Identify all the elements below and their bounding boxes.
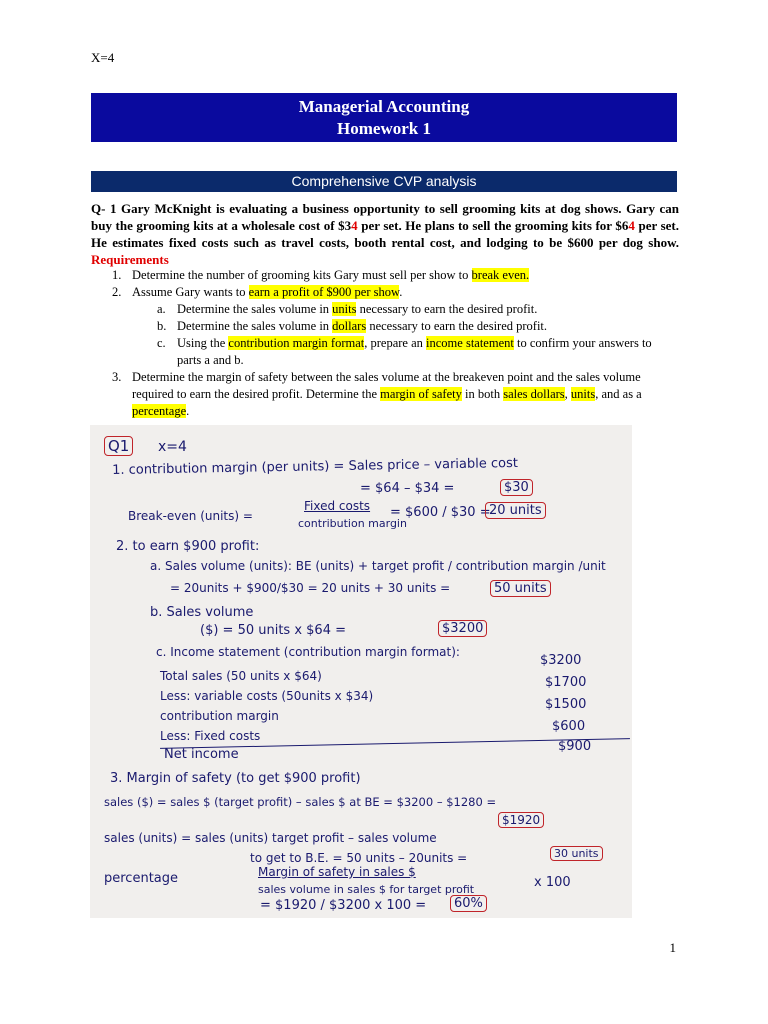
list-letter: c. <box>157 336 166 350</box>
list-item <box>112 369 677 420</box>
item-text: Determine the margin of safety between the sales volume at the breakeven point and the sales volume required to earn the desired profit. Determine the <box>132 370 641 401</box>
hw-x4: x=4 <box>158 439 187 455</box>
highlight: sales dollars <box>503 387 565 401</box>
list-item <box>112 301 677 318</box>
question-part: Q- 1 Gary McKnight is evaluating a business opportunity to sell grooming kits at dog shows. Gary can buy the grooming kits at a wholesale cost of $3 <box>91 201 679 233</box>
hw-answer-box: 20 units <box>485 502 546 519</box>
hw-line: sales volume in sales $ for target profit <box>258 883 475 896</box>
hw-row-label: contribution margin <box>160 709 279 723</box>
hw-row-value: $1500 <box>545 697 587 712</box>
hw-line: a. Sales volume (units): BE (units) + target profit / contribution margin /unit <box>150 559 606 573</box>
requirements-label: Requirements <box>91 252 169 267</box>
hw-row-value: $3200 <box>540 653 582 668</box>
question-part: per set. He plans to sell the grooming kits for $6 <box>357 218 629 233</box>
hw-row-label: Less: Fixed costs <box>160 729 261 743</box>
hw-line: = 20units + $900/$30 = 20 units + 30 units = <box>170 581 451 595</box>
item-text: Determine the number of grooming kits Gary must sell per show to <box>132 268 472 282</box>
q1-box: Q1 <box>104 436 133 456</box>
hw-row-value: $900 <box>558 739 592 754</box>
question-red-digit: 4 <box>351 218 358 233</box>
question-red-digit: 4 <box>628 218 635 233</box>
hw-answer-box: $30 <box>500 479 533 496</box>
item-text: . <box>186 404 190 418</box>
hw-line: percentage <box>104 871 179 886</box>
hw-line: x 100 <box>534 875 571 890</box>
handwritten-solution-photo <box>90 425 632 918</box>
hw-line: = $1920 / $3200 x 100 = <box>260 898 427 913</box>
list-letter: a. <box>157 302 166 316</box>
hw-row-label: Less: variable costs (50units x $34) <box>160 689 374 703</box>
list-item <box>112 284 677 301</box>
section-title: Comprehensive CVP analysis <box>91 171 677 192</box>
highlight: dollars <box>332 319 367 333</box>
hw-line: Break-even (units) = <box>128 509 253 523</box>
list-item <box>112 267 677 284</box>
highlight: margin of safety <box>380 387 462 401</box>
hw-line: Fixed costs <box>304 499 371 513</box>
list-number: 1. <box>112 268 122 282</box>
hw-answer-box: $1920 <box>498 812 544 828</box>
highlight: break even. <box>471 268 530 282</box>
homework-title: Homework 1 <box>337 119 431 138</box>
hw-line: sales ($) = sales $ (target profit) – sales $ at BE = $3200 – $1280 = <box>104 795 497 809</box>
item-text: , and as a <box>595 387 642 401</box>
item-text: necessary to earn the desired profit. <box>356 302 538 316</box>
hw-row-value: $600 <box>552 719 586 734</box>
item-text: Using the <box>177 336 229 350</box>
hw-line: 3. Margin of safety (to get $900 profit) <box>110 771 361 786</box>
hw-line: c. Income statement (contribution margin format): <box>156 645 460 659</box>
hw-line: ($) = 50 units x $64 = <box>200 623 347 638</box>
highlight: earn a profit of $900 per show <box>248 285 400 299</box>
hw-line: 1. contribution margin (per units) = Sales price – variable cost <box>112 455 519 478</box>
hw-answer-box: $3200 <box>438 620 487 637</box>
item-text: to confirm your answers to parts a and b. <box>177 336 652 367</box>
question-text <box>91 200 679 268</box>
item-text: . <box>399 285 403 299</box>
page-number: 1 <box>669 940 676 955</box>
item-text: Determine the sales volume in <box>177 302 333 316</box>
list-number: 2. <box>112 285 122 299</box>
course-title: Managerial Accounting <box>298 97 470 116</box>
hw-line: to get to B.E. = 50 units – 20units = <box>250 851 468 865</box>
hw-line: sales (units) = sales (units) target profit – sales volume <box>104 831 437 845</box>
list-item <box>112 335 677 369</box>
list-number: 3. <box>112 370 122 384</box>
item-text: Assume Gary wants to <box>132 285 249 299</box>
question-part: per set. He estimates fixed costs such as travel costs, booth rental cost, and lodging to be $600 per dog show. <box>91 218 679 250</box>
hw-line: 2. to earn $900 profit: <box>116 539 260 554</box>
highlight: units <box>332 302 357 316</box>
item-text: , <box>564 387 571 401</box>
hw-answer-box: 60% <box>450 895 487 912</box>
hw-row-label: Total sales (50 units x $64) <box>160 669 322 683</box>
list-item <box>112 318 677 335</box>
hw-line: = $64 – $34 = <box>360 481 455 496</box>
item-text: in both <box>461 387 504 401</box>
title-banner <box>91 93 677 142</box>
hw-answer-box: 50 units <box>490 580 551 597</box>
hw-line: b. Sales volume <box>150 605 254 620</box>
hw-answer-box: 30 units <box>550 846 603 861</box>
highlight: income statement <box>426 336 514 350</box>
highlight: contribution margin format <box>228 336 365 350</box>
hw-line: = $600 / $30 = <box>390 505 491 520</box>
hw-row-value: $1700 <box>545 675 587 690</box>
x-value-label: X=4 <box>91 50 115 65</box>
item-text: necessary to earn the desired profit. <box>366 319 548 333</box>
requirements-list <box>112 267 677 420</box>
hw-row-label: Net income <box>164 747 239 762</box>
hw-line: contribution margin <box>298 517 407 530</box>
hw-line: Margin of safety in sales $ <box>258 865 416 879</box>
list-letter: b. <box>157 319 167 333</box>
highlight: percentage <box>132 404 187 418</box>
item-text: Determine the sales volume in <box>177 319 333 333</box>
item-text: , prepare an <box>364 336 427 350</box>
highlight: units <box>570 387 596 401</box>
